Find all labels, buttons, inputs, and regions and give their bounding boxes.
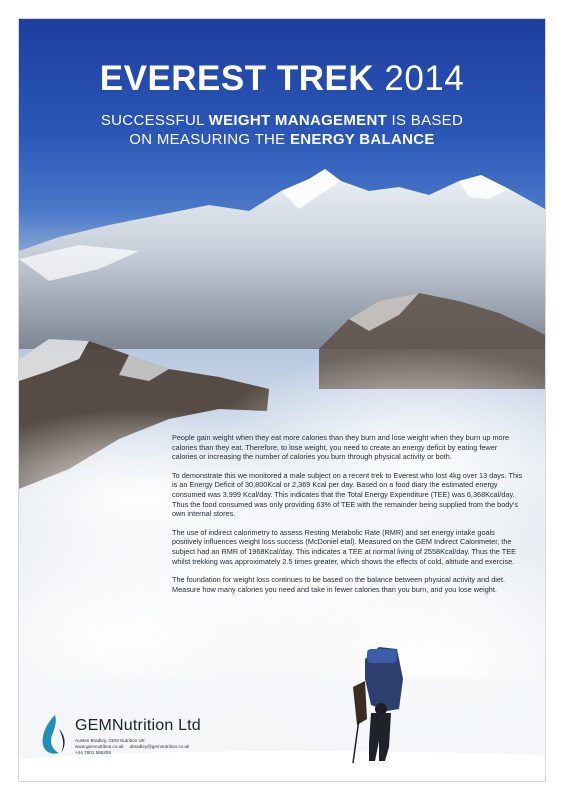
title-main: EVEREST TREK (99, 59, 375, 98)
email-link[interactable]: abradley@gemnutrition.co.uk (129, 744, 190, 750)
paragraph-intro: People gain weight when they eat more calories than they burn and lose weight when they burn up more calories than they eat. Therefore, to lose weight, you need to create an energy deficit by eating fewer calories or increasing the number of calories you burn through physical activity or both. (172, 433, 510, 462)
subtitle-emphasis: WEIGHT MANAGEMENT (208, 112, 388, 129)
subtitle-text: SUCCESSFUL (100, 112, 209, 129)
paragraph-conclusion: The foundation for weight loss continues to be based on the balance between physical activity and diet. Measure how many calories you need and take in fewer calories than you burn, and you lose weight. (172, 575, 506, 594)
contact-details (75, 738, 195, 757)
subtitle-emphasis: ENERGY BALANCE (289, 131, 435, 148)
subtitle-line-2 (19, 130, 545, 149)
contact-name: Austen Bradley, GEM Nutrition UK (75, 738, 145, 743)
gem-logo-icon (41, 715, 67, 755)
company-logo-block (39, 713, 279, 773)
poster-subtitle (19, 111, 545, 149)
poster-title (19, 59, 545, 99)
contact-phone: +44 7801 586208 (75, 750, 111, 756)
subtitle-text: ON MEASURING THE (129, 131, 290, 148)
subtitle-text: IS BASED (387, 112, 464, 129)
brand-name: GEMNutrition Ltd (75, 717, 201, 734)
title-year: 2014 (384, 59, 465, 98)
paragraph-calorimetry: The use of indirect calorimetry to assess Resting Metabolic Rate (RMR) and set energy intake goals positively influences weight loss success (McDoniel etal). Measured on the GEM Indirect Calorimeter, the subject had an RMR of 1968Kcal/day. This indicates a TEE at normal living of 2558Kcal/day. Thus the TEE whilst trekking was approximately 2.5 times greater, which shows the effects of cold, altitude and exercise. (172, 527, 516, 566)
poster (19, 19, 545, 781)
paragraph-study: To demonstrate this we monitored a male subject on a recent trek to Everest who lost 4kg over 13 days. This is an Energy Deficit of 30,800Kcal or 2,369 Kcal per day. Based on a food diary the estimated energy consumed was 3,999 Kcal/day. This indicates that the Total Energy Expenditure (TEE) was 6,368Kcal/day. Thus the food consumed was only providing 63% of TEE with the remainder being supplied from the body's own internal stores. (172, 470, 523, 519)
body-copy (172, 433, 524, 603)
poster-header (19, 59, 545, 149)
website-link[interactable]: www.gemnutrition.co.uk (75, 744, 124, 750)
subtitle-line-1 (19, 111, 545, 130)
